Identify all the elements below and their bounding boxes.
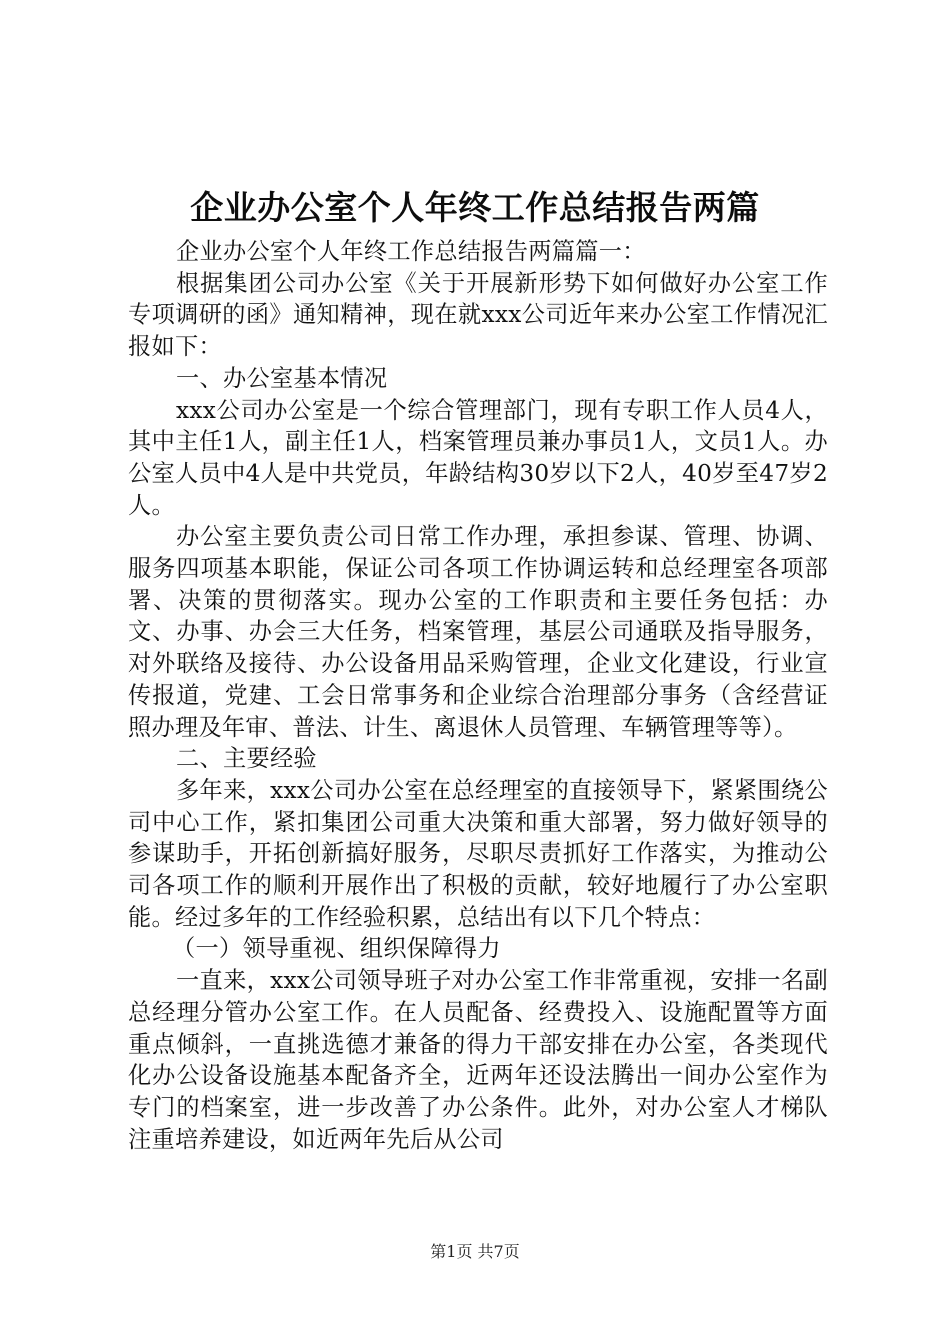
document-title: 企业办公室个人年终工作总结报告两篇 (190, 188, 760, 227)
page-footer: 第1页 共7页 (430, 1242, 520, 1261)
paragraph-2: xxx公司办公室是一个综合管理部门，现有专职工作人员4人，其中主任1人，副主任1人，档案管理员兼办事员1人，文员1人。办公室人员中4人是中共党员，年龄结构30岁以下2人，40岁至47岁2人。 (128, 396, 828, 519)
intro-paragraph: 企业办公室个人年终工作总结报告两篇篇一： (176, 238, 646, 265)
paragraph-1: 根据集团公司办公室《关于开展新形势下如何做好办公室工作专项调研的函》通知精神，现在就xxx公司近年来办公室工作情况汇报如下： (128, 269, 828, 361)
subsection-heading-1: （一）领导重视、组织保障得力 (172, 935, 501, 963)
paragraph-5: 一直来，xxx公司领导班子对办公室工作非常重视，安排一名副总经理分管办公室工作。在人员配备、经费投入、设施配置等方面重点倾斜，一直挑选德才兼备的得力干部安排在办公室，各类现代化办公设备设施基本配备齐全，近两年还设法腾出一间办公室作为专门的档案室，进一步改善了办公条件。此外，对办公室人才梯队注重培养建设，如近两年先后从公司 (128, 967, 828, 1153)
section-heading-1: 一、办公室基本情况 (176, 364, 388, 392)
paragraph-3: 办公室主要负责公司日常工作办理，承担参谋、管理、协调、服务四项基本职能，保证公司各项工作协调运转和总经理室各项部署、决策的贯彻落实。现办公室的工作职责和主要任务包括：办文、办事、办会三大任务，档案管理，基层公司通联及指导服务，对外联络及接待、办公设备用品采购管理，企业文化建设，行业宣传报道，党建、工会日常事务和企业综合治理部分事务（含经营证照办理及年审、普法、计生、离退休人员管理、车辆管理等等）。 (128, 523, 828, 741)
section-heading-2: 二、主要经验 (176, 745, 317, 773)
document-body (128, 236, 828, 1155)
paragraph-4: 多年来，xxx公司办公室在总经理室的直接领导下，紧紧围绕公司中心工作，紧扣集团公司重大决策和重大部署，努力做好领导的参谋助手，开拓创新搞好服务，尽职尽责抓好工作落实，为推动公司各项工作的顺利开展作出了积极的贡献，较好地履行了办公室职能。经过多年的工作经验积累，总结出有以下几个特点： (128, 776, 828, 931)
